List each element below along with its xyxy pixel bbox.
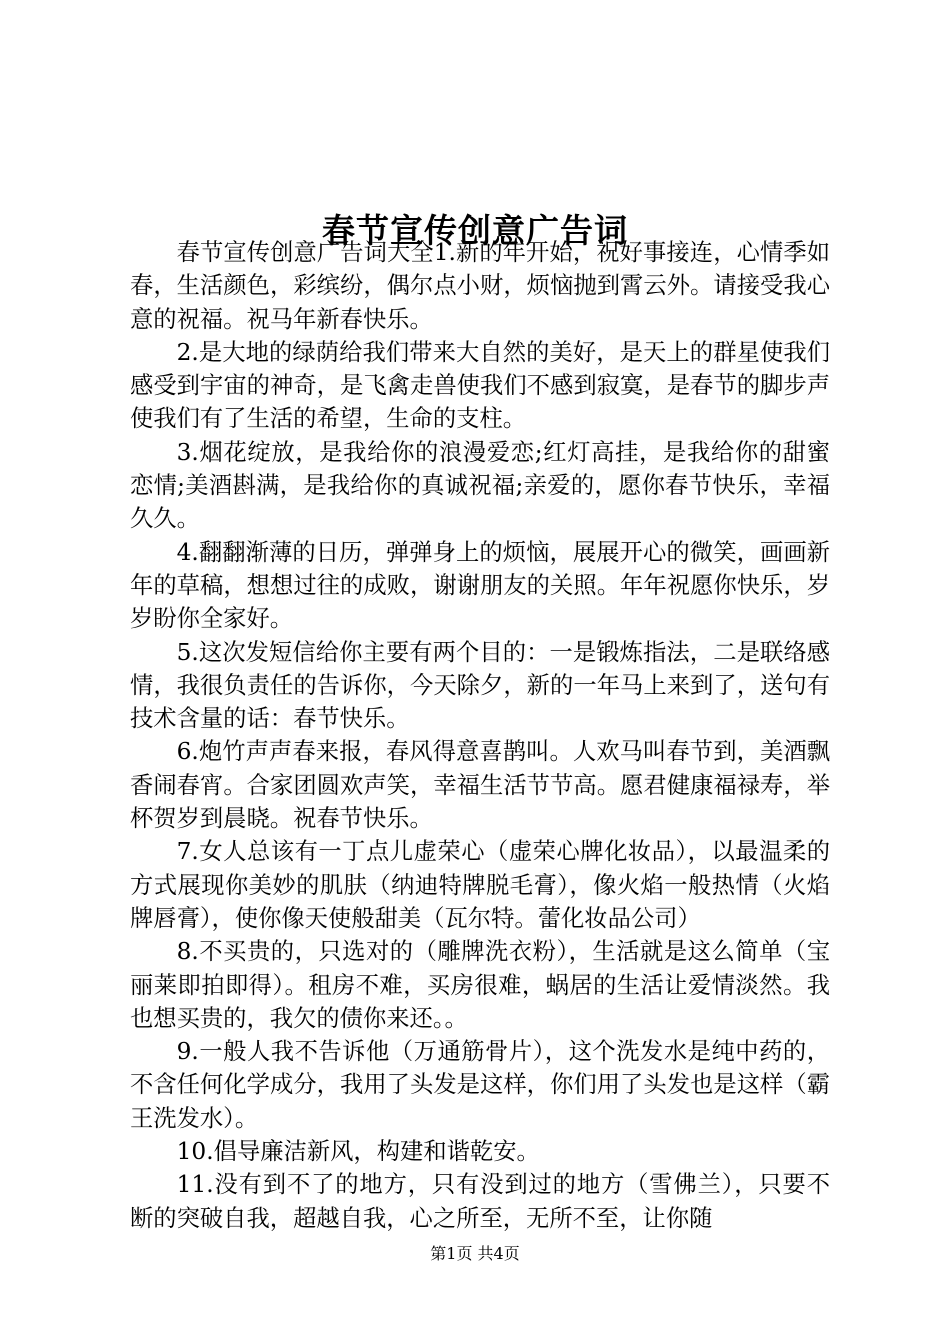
paragraph-6: 6.炮竹声声春来报，春风得意喜鹊叫。人欢马叫春节到，美酒飘香闹春宵。合家团圆欢声笑，幸福生活节节高。愿君健康福禄寿，举杯贺岁到晨晓。祝春节快乐。 [130, 738, 830, 833]
paragraph-8: 8.不买贵的，只选对的（雕牌洗衣粉），生活就是这么简单（宝丽莱即拍即得）。租房不难，买房很难，蜗居的生活让爱情淡然。我也想买贵的，我欠的债你来还。。 [130, 938, 830, 1032]
paragraph-5: 5.这次发短信给你主要有两个目的：一是锻炼指法，二是联络感情，我很负责任的告诉你，今天除夕，新的一年马上来到了，送句有技术含量的话：春节快乐。 [130, 638, 830, 733]
paragraph-9: 9.一般人我不告诉他（万通筋骨片），这个洗发水是纯中药的，不含任何化学成分，我用了头发是这样，你们用了头发也是这样（霸王洗发水）。 [130, 1038, 830, 1132]
paragraph-11: 11.没有到不了的地方，只有没到过的地方（雪佛兰），只要不断的突破自我，超越自我，心之所至，无所不至，让你随 [130, 1171, 830, 1232]
paragraph-7: 7.女人总该有一丁点儿虚荣心（虚荣心牌化妆品），以最温柔的方式展现你美妙的肌肤（纳迪特牌脱毛膏），像火焰一般热情（火焰牌唇膏），使你像天使般甜美（瓦尔特。蕾化妆品公司） [130, 838, 830, 932]
page-footer: 第1页 共4页 [430, 1244, 520, 1263]
document-title: 春节宣传创意广告词 [322, 211, 628, 251]
paragraph-2: 2.是大地的绿荫给我们带来大自然的美好，是天上的群星使我们感受到宇宙的神奇，是飞禽走兽使我们不感到寂寞，是春节的脚步声使我们有了生活的希望，生命的支柱。 [130, 338, 830, 433]
paragraph-1: 春节宣传创意广告词大全1.新的年开始，祝好事接连，心情季如春，生活颜色，彩缤纷，偶尔点小财，烦恼抛到霄云外。请接受我心意的祝福。祝马年新春快乐。 [130, 239, 830, 333]
paragraph-4: 4.翻翻渐薄的日历，弹弹身上的烦恼，展展开心的微笑，画画新年的草稿，想想过往的成败，谢谢朋友的关照。年年祝愿你快乐，岁岁盼你全家好。 [130, 538, 830, 633]
paragraph-3: 3.烟花绽放，是我给你的浪漫爱恋;红灯高挂，是我给你的甜蜜恋情;美酒斟满，是我给你的真诚祝福;亲爱的，愿你春节快乐，幸福久久。 [130, 438, 830, 533]
paragraph-10: 10.倡导廉洁新风，构建和谐乾安。 [176, 1138, 540, 1166]
document-body [130, 236, 830, 1235]
